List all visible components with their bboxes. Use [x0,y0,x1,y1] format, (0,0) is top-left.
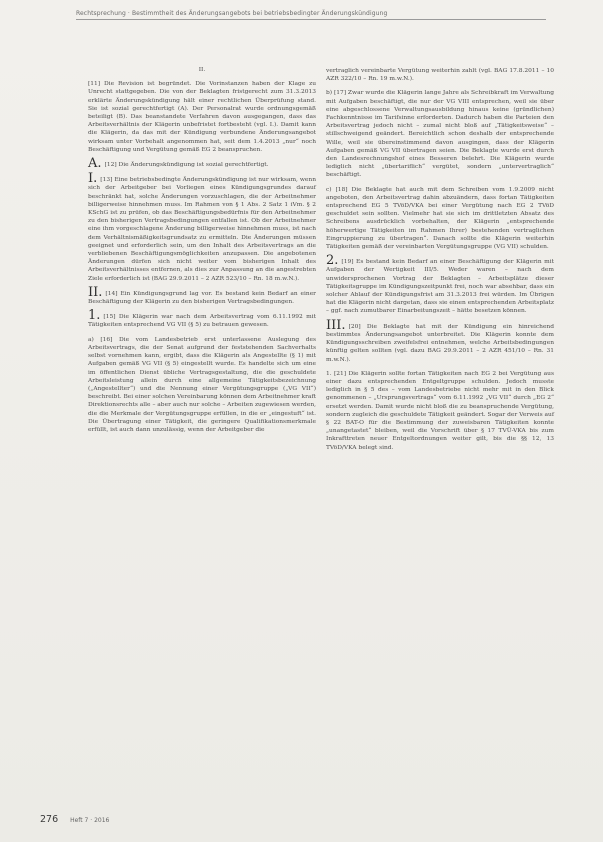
section-a [88,156,316,172]
left-column [88,66,316,440]
section-1-number: 1. [88,308,101,324]
section-iii-letter: III. [326,317,346,333]
paragraph-21: 1. [21] Die Klägerin sollte fortan Tätigkeiten nach EG 2 bei Vergütung aus einer dazu entsprechenden Entgeltgruppe schulden. Jedoch musste lediglich in § 5 des – vom Landesbetriebe nicht mehr mit in den Blick genommenen – „Ursprungsvertrags“ vom 6.11.1992 „VG VII“ durch „EG 2“ ersetzt werden. Damit wurde nicht bloß die zu beanspruchende Vergütung, sondern zugleich die geschuldete Tätigkeit geändert. Sogar der Verweis auf § 22 BAT-O für die Bestimmung der zuweisbaren Tätigkeiten konnte „unangetastet“ bleiben, weil die Vorschrift über § 17 TVÜ-VKA bis zum Inkrafttreten neuer Entgeltordnungen weiter gilt, bis die §§ 12, 13 TVöD/VKA belegt sind. [326,370,554,451]
paragraph-11: [11] Die Revision ist begründet. Die Vorinstanzen haben der Klage zu Unrecht stattgegeben. Die von der Beklagten fristgerecht zum 31.3.2013 erklärte Änderungskündigung hält einer rechtlichen Überprüfung stand. Sie ist sozial gerechtfertigt (A). Der Personalrat wurde ordnungsgemäß beteiligt (B). Das beanstandete Verfahren davon ausgegangen, dass das Arbeitsverhältnis der Klägerin unbefristet fortbesteht (vgl. I.). Damit kann die Klägerin, da das mit der Kündigung verbundene Änderungsangebot wirksam unter Vorbehalt angenommen hat, seit dem 1.4.2013 „nur“ noch Beschäftigung und Vergütung gemäß EG 2 beanspruchen. [88,81,316,153]
section-1 [88,308,316,329]
section-2-number: 2. [326,253,339,269]
section-ii-text: [14] Ein Kündigungsgrund lag vor. Es bestand kein Bedarf an einer Beschäftigung der Klägerin zu den bisherigen Vertragsbedingungen. [88,290,316,306]
section-1-text: [15] Die Klägerin war nach dem Arbeitsvertrag vom 6.11.1992 mit Tätigkeiten entsprechend VG VII (§ 5) zu betrauen gewesen. [88,314,316,329]
section-iii [326,317,554,364]
section-a-letter: A. [88,156,102,172]
paragraph-18: c) [18] Die Beklagte hat auch mit dem Schreiben vom 1.9.2009 nicht angeboten, den Arbeitsvertrag dahin abzuändern, dass fortan Tätigkeiten entsprechend EG 5 TVöD/VKA bei einer Vergütung nach EG 2 TVöD geschuldet sein sollten. Vielmehr hat sie sich im drittletzten Absatz des Schreibens ausdrücklich vorbehalten, der Klägerin „entsprechende höherwertige Tätigkeiten im Rahmen Ihrer) bestehenden vertraglichen Eingruppierung zu übertragen“. Danach sollte die Klägerin weiterhin Tätigkeiten gemäß der vereinbarten Vergütungsgruppe (VG VII) schulden. [326,186,554,251]
paragraph-continuation: vertraglich vereinbarte Vergütung weiterhin zahlt (vgl. BAG 17.8.2011 – 10 AZR 322/10 – Rn. 19 m.w.N.). [326,68,554,83]
page-footer [40,814,109,825]
paragraph-17: b) [17] Zwar wurde die Klägerin lange Jahre als Schreibkraft im Verwaltung mit Aufgaben beschäftigt, die nur der VG VIII entsprechen, weil sie über eine abgeschlossene Verwaltungsausbildung hinaus keine (gründlichen) Fachkenntnisse im Tarifsinne erforderten. Dadurch haben die Parteien den Arbeitsvertrag jedoch nicht – zumal nicht bloß auf „Tätigkeitsweise“ – stillschweigend geändert. Bereichtlich schon deshalb der entsprechende Wille, weil sie übereinstimmend davon ausgingen, dass der Klägerin Aufgaben gemäß VG VII übertragen seien. Die Beklagte wurde erst durch den Landesrechnungshof eines Besseren belehrt. Die Klägerin wurde lediglich nicht „übertariflich“ vergütet, sondern „untervertraglich“ beschäftigt. [326,90,554,179]
section-roman-numeral: II. [198,67,206,73]
right-column [326,67,554,458]
section-a-text: [12] Die Änderungskündigung ist sozial gerechtfertigt. [104,162,269,169]
section-iii-text: [20] Die Beklagte hat mit der Kündigung ein hinreichend bestimmtes Änderungsangebot unterbreitet. Die Klägerin konnte dem Kündigungsschreiben zweifelsfrei entnehmen, welche Arbeitsbedingungen künftig gelten sollten (vgl. dazu BAG 29.9.2011 – 2 AZR 451/10 – Rn. 31 m.w.N.). [326,323,554,363]
paragraph-16: a) [16] Die vom Landesbetrieb erst unterlassene Auslegung des Arbeitsvertrags, die der Senat aufgrund der feststehenden Sachverhalts selbst vornehmen kann, ergibt, dass die Klägerin als Angestellte (§ 1) mit Aufgaben gemäß VG VII (§ 5) eingestellt wurde. Es handelte sich um eine im öffentlichen Dienst übliche Vertragsgestaltung, die die geschuldete Arbeitsleistung allein durch eine allgemeine Tätigkeitsbezeichnung („Angestellter“) und die Nennung einer Vergütungsgruppe („VG VII“) beschreibt. Bei einer solchen Vereinbarung können dem Arbeitnehmer kraft Direktionsrechts alle – aber auch nur solche – Arbeiten zugewiesen werden, die die Merkmale der Vergütungsgruppe erfüllen, in die er „eingestuft“ ist. Die Übertragung einer Tätigkeit, die geringere Qualifikationsmerkmale erfüllt, ist auch dann unzulässig, wenn der Arbeitgeber die [88,336,316,433]
running-header: Rechtsprechung · Bestimmtheit des Änderungsangebots bei betriebsbedingter Änderungskündigung [76,10,546,20]
section-ii [88,284,316,306]
page-number: 276 [40,814,59,825]
section-i-letter: I. [88,171,98,187]
issue-label: Heft 7 · 2016 [70,817,110,824]
section-2 [326,253,554,315]
section-i-text: [13] Eine betriebsbedingte Änderungskündigung ist nur wirksam, wenn sich der Arbeitgeber bei Vorliegen eines Kündigungsgrundes darauf beschränkt hat, solche Änderungen vorzuschlagen, die der Arbeitnehmer billigerweise hinnehmen muss. Im Rahmen von § 1 Abs. 2 Satz 1 iVm. § 2 KSchG ist zu prüfen, ob das Beschäftigungsbedürfnis für den Arbeitnehmer zu den bisherigen Vertragsbedingungen entfallen ist. Ob der Arbeitnehmer eine ihm vorgeschlagene Änderung billigerweise hinnehmen muss, ist nach dem Verhältnismäßigkeitsgrundsatz zu ermitteln. Die Änderungen müssen geeignet und erforderlich sein, um den Inhalt des Arbeitsvertrags an die verbliebenen Beschäftigungsmöglichkeiten anzupassen. Die angebotenen Änderungen dürfen sich nicht weiter vom bisherigen Inhalt des Arbeitsverhältnisses entfernen, als dies zur Anpassung an die angestrebten Ziele erforderlich ist (BAG 29.9.2011 – 2 AZR 523/10 – Rn. 18 m.w.N.). [88,177,316,282]
section-2-text: [19] Es bestand kein Bedarf an einer Beschäftigung der Klägerin mit Aufgaben der Wertigkeit III/5. Weder waren – nach dem unwidersprochenen Vortrag der Beklagten – Arbeitsplätze dieser Tätigkeitsgruppe im Kündigungszeitpunkt frei, noch war absehbar, dass ein solcher Ablauf der Kündigungsfrist am 31.3.2013 frei würden. Im Übrigen hat die Klägerin nicht dargetan, dass sie einen entsprechenden Arbeitsplatz – ggf. nach zumutbarer Einarbeitungszeit – hätte besetzen können. [326,259,554,315]
section-ii-letter: II. [88,284,103,300]
section-i [88,171,316,283]
